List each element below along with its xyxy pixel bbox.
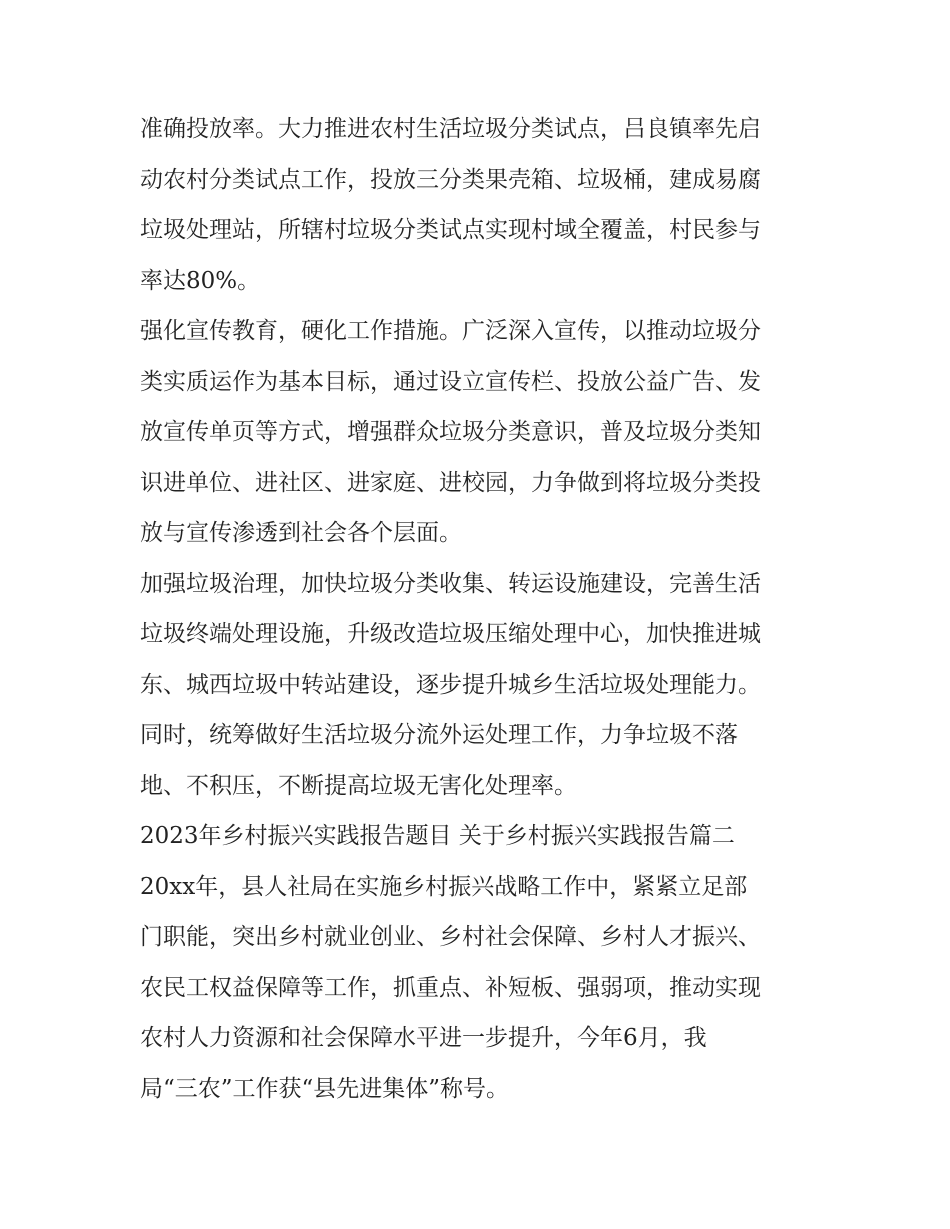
paragraph-hrss-bureau bbox=[140, 862, 840, 1115]
text-line: 农民工权益保障等工作，抓重点、补短板、强弱项，推动实现 bbox=[140, 974, 761, 1001]
text-line: 垃圾终端处理设施，升级改造垃圾压缩处理中心，加快推进城 bbox=[140, 621, 761, 647]
section-heading bbox=[140, 811, 840, 862]
text-line: 垃圾处理站，所辖村垃圾分类试点实现村域全覆盖，村民参与 bbox=[140, 217, 761, 243]
text-line: 2023年乡村振兴实践报告题目 关于乡村振兴实践报告篇二 bbox=[140, 823, 735, 849]
text-line: 门职能，突出乡村就业创业、乡村社会保障、乡村人才振兴、 bbox=[140, 924, 761, 950]
text-line: 加强垃圾治理，加快垃圾分类收集、转运设施建设，完善生活 bbox=[140, 570, 761, 597]
text-line: 地、不积压，不断提高垃圾无害化处理率。 bbox=[140, 772, 577, 799]
text-line: 强化宣传教育，硬化工作措施。广泛深入宣传，以推动垃圾分 bbox=[140, 318, 761, 344]
document-body bbox=[140, 104, 840, 1114]
text-line: 率达80%。 bbox=[140, 267, 261, 294]
text-line: 放与宣传渗透到社会各个层面。 bbox=[140, 520, 462, 546]
paragraph-garbage-treatment bbox=[140, 559, 840, 812]
text-line: 动农村分类试点工作，投放三分类果壳箱、垃圾桶，建成易腐 bbox=[140, 166, 761, 193]
text-line: 局“三农”工作获“县先进集体”称号。 bbox=[140, 1075, 510, 1102]
paragraph-garbage-sorting-pilot bbox=[140, 104, 840, 306]
text-line: 准确投放率。大力推进农村生活垃圾分类试点，吕良镇率先启 bbox=[140, 116, 761, 142]
text-line: 识进单位、进社区、进家庭、进校园，力争做到将垃圾分类投 bbox=[140, 469, 761, 496]
text-line: 类实质运作为基本目标，通过设立宣传栏、投放公益广告、发 bbox=[140, 368, 761, 395]
text-line: 放宣传单页等方式，增强群众垃圾分类意识，普及垃圾分类知 bbox=[140, 419, 761, 445]
text-line: 农村人力资源和社会保障水平进一步提升，今年6月，我 bbox=[140, 1025, 707, 1051]
text-line: 20xx年，县人社局在实施乡村振兴战略工作中，紧紧立足部 bbox=[140, 873, 748, 900]
text-line: 东、城西垃圾中转站建设，逐步提升城乡生活垃圾处理能力。 bbox=[140, 671, 761, 698]
paragraph-publicity-education bbox=[140, 306, 840, 559]
text-line: 同时，统筹做好生活垃圾分流外运处理工作，力争垃圾不落 bbox=[140, 722, 738, 748]
